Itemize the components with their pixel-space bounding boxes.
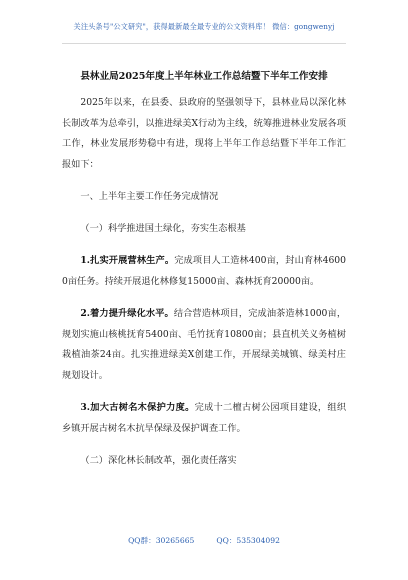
header-divider bbox=[62, 43, 346, 44]
item-lead-2: 2.着力提升绿化水平。 bbox=[80, 308, 174, 319]
item-text-3: 完成十二檀古树公园项目建设，组织乡镇开展古树名木抗旱保绿及保护调查工作。 bbox=[62, 402, 347, 434]
subsection-heading-1: （一）科学推进国土绿化，夯实生态根基 bbox=[80, 222, 246, 234]
item-lead-1: 1.扎实开展营林生产。 bbox=[80, 255, 175, 266]
subsection-heading-2: （二）深化林长制改革，强化责任落实 bbox=[80, 455, 237, 466]
item-lead-3: 3.加大古树名木保护力度。 bbox=[80, 402, 195, 413]
item-paragraph-3 bbox=[62, 398, 346, 439]
intro-paragraph: 2025年以来，在县委、县政府的坚强领导下，县林业局以深化林长制改革为总牵引，以推进绿美X行动为主线，统筹推进林业发展各项工作，林业发展形势稳中有进，现将上半年工作总结暨下半年工作汇报如下： bbox=[62, 97, 346, 170]
footer-qq-group: QQ群：30265665 bbox=[128, 536, 195, 545]
item-text-1: 完成项目人工造林400亩，封山育林46000亩任务。持续开展退化林修复15000亩、森林抚育20000亩。 bbox=[62, 255, 346, 287]
footer-qq-contact: QQ：535304092 bbox=[216, 536, 280, 545]
document-body bbox=[62, 93, 346, 472]
section-heading-1: 一、上半年主要工作任务完成情况 bbox=[80, 191, 219, 202]
document-title: 县林业局2025年度上半年林业工作总结暨下半年工作安排 bbox=[80, 71, 328, 82]
page-footer bbox=[0, 535, 408, 546]
header-note: 关注头条号"公文研究"，获得最新最全最专业的公文资料库！ 微信：gongwenyj bbox=[73, 22, 335, 31]
item-paragraph-1 bbox=[62, 251, 346, 292]
item-paragraph-2 bbox=[62, 304, 346, 386]
item-text-2: 结合营造林项目，完成油茶造林1000亩，规划实施山核桃抚育5400亩、毛竹抚育10800亩；县直机关义务植树栽植油茶24亩。扎实推进绿美X创建工作，开展绿美城镇、绿美村庄规划设计。 bbox=[62, 308, 347, 381]
